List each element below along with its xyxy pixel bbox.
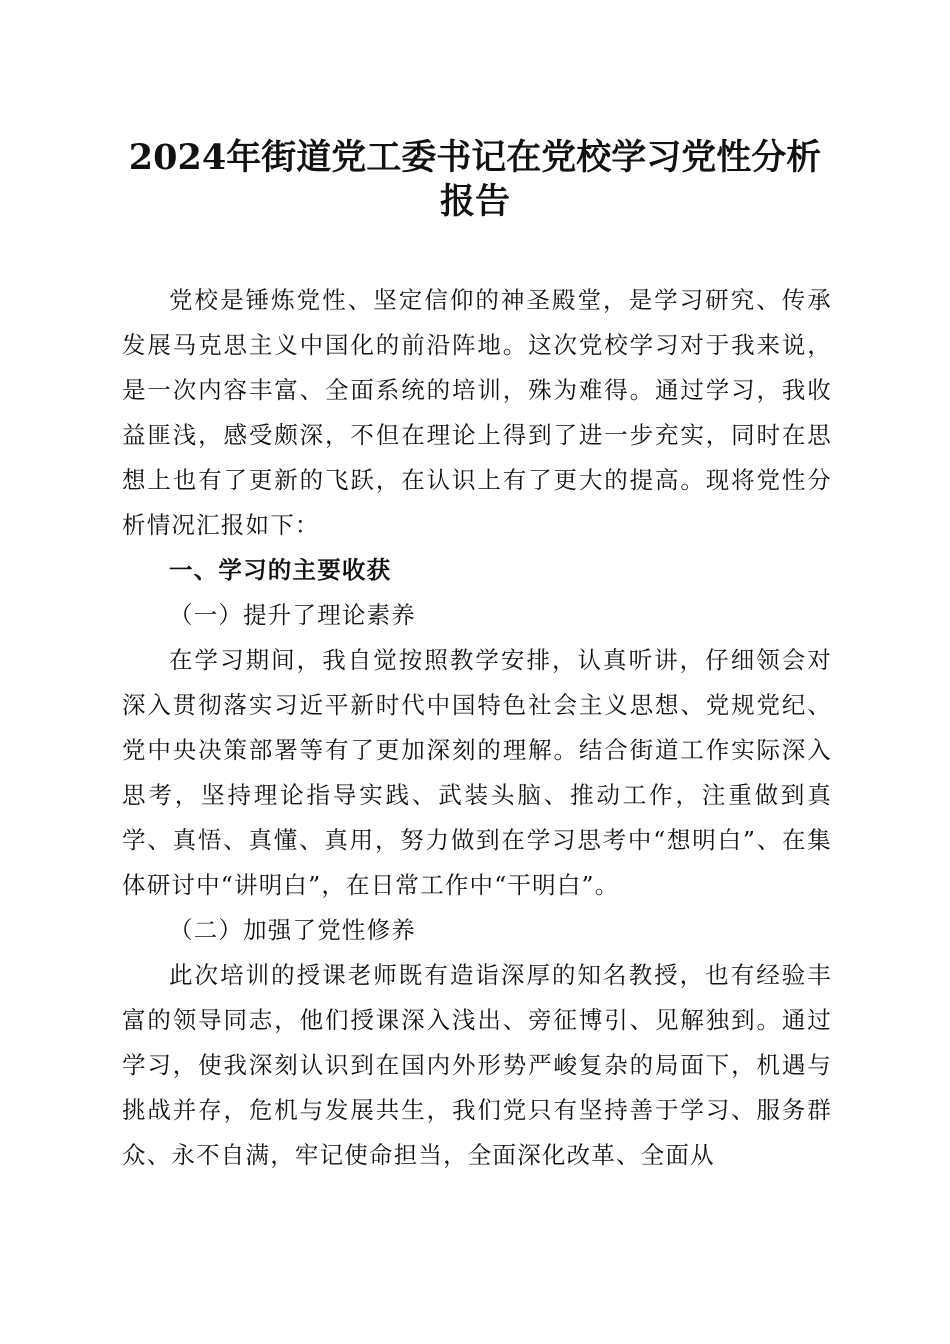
- document-body: [122, 278, 832, 1178]
- subsection-2-paragraph: 此次培训的授课老师既有造诣深厚的知名教授，也有经验丰富的领导同志，他们授课深入浅出、旁征博引、见解独到。通过学习，使我深刻认识到在国内外形势严峻复杂的局面下，机遇与挑战并存，危机与发展共生，我们党只有坚持善于学习、服务群众、永不自满，牢记使命担当，全面深化改革、全面从: [122, 961, 832, 1169]
- document-title: [100, 136, 850, 224]
- section-heading-1: 一、学习的主要收获: [169, 556, 392, 584]
- intro-paragraph: 党校是锤炼党性、坚定信仰的神圣殿堂，是学习研究、传承发展马克思主义中国化的前沿阵地。这次党校学习对于我来说，是一次内容丰富、全面系统的培训，殊为难得。通过学习，我收益匪浅，感受颇深，不但在理论上得到了进一步充实，同时在思想上也有了更新的飞跃，在认识上有了更大的提高。现将党性分析情况汇报如下：: [122, 286, 832, 539]
- subsection-heading-1: （一）提升了理论素养: [169, 601, 416, 629]
- subsection-heading-2: （二）加强了党性修养: [169, 916, 416, 944]
- subsection-1-paragraph: 在学习期间，我自觉按照教学安排，认真听讲，仔细领会对深入贯彻落实习近平新时代中国特色社会主义思想、党规党纪、党中央决策部署等有了更加深刻的理解。结合街道工作实际深入思考，坚持理论指导实践、武装头脑、推动工作，注重做到真学、真悟、真懂、真用，努力做到在学习思考中“想明白”、在集体研讨中“讲明白”，在日常工作中“干明白”。: [122, 646, 832, 899]
- title-line-1: 2024年街道党工委书记在党校学习党性分析: [128, 137, 822, 178]
- title-line-2: 报告: [439, 181, 510, 222]
